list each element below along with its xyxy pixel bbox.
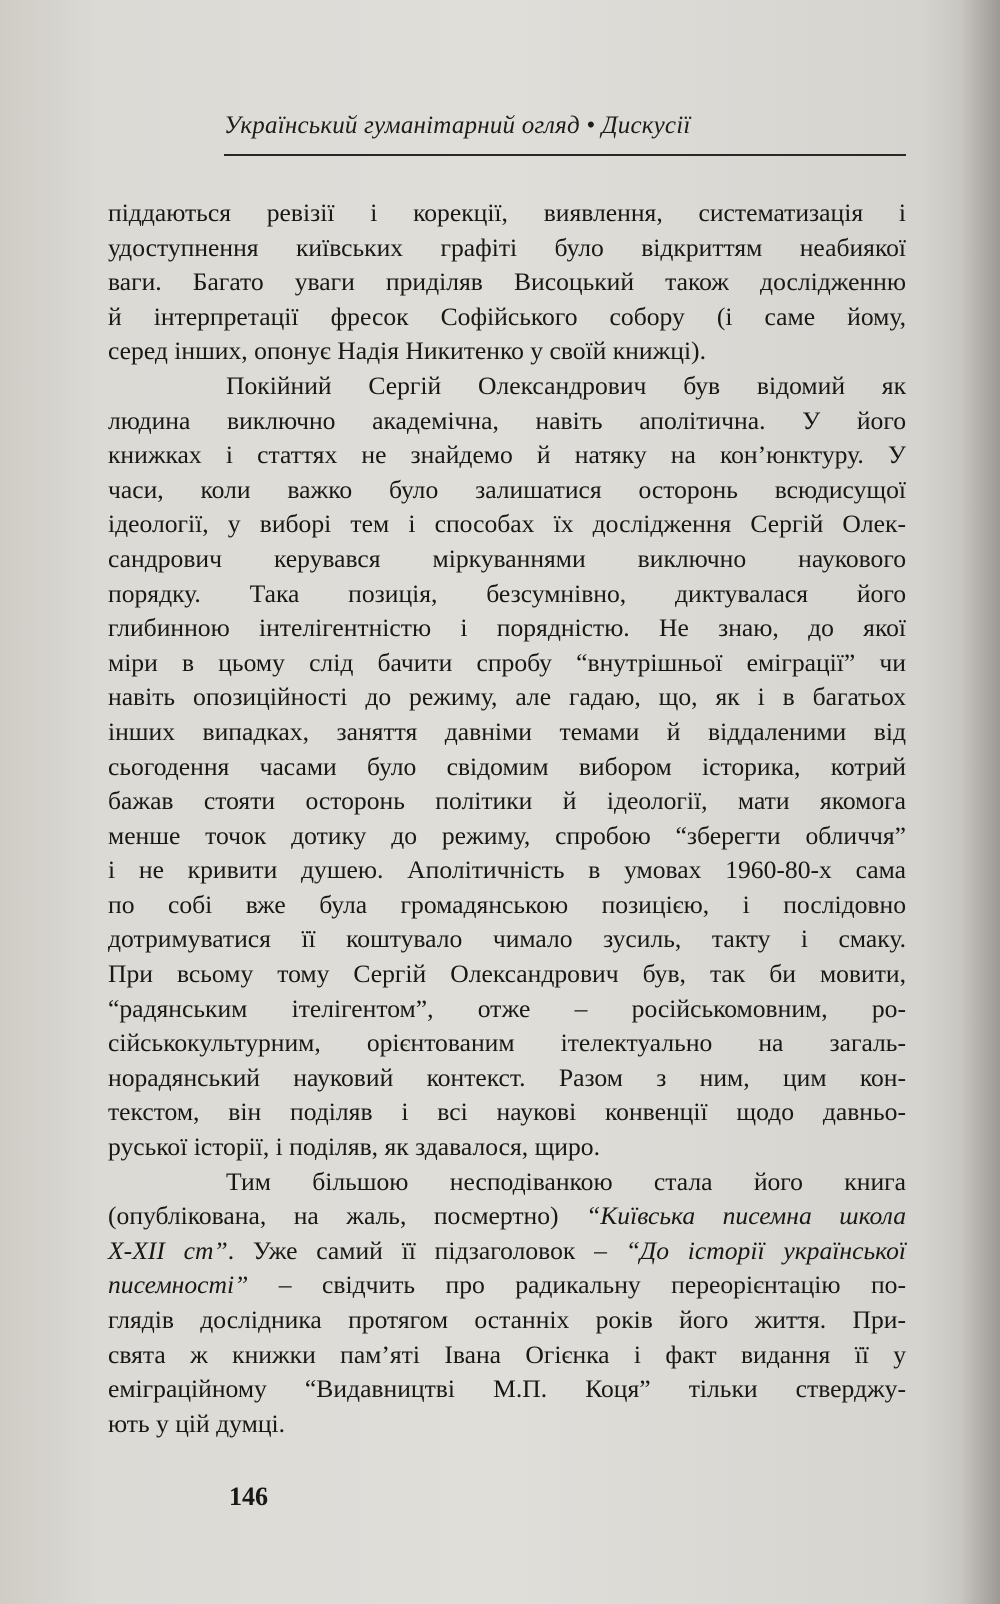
text-line: ваги. Багато уваги приділяв Висоцький також дослідженню [108, 267, 906, 297]
page-number: 146 [229, 1482, 268, 1511]
text-line: сьогодення часами було свідомим вибором історика, котрий [108, 751, 906, 781]
text-line: текстом, він поділяв і всі наукові конвенції щодо давньо- [108, 1097, 906, 1127]
book-title-italic: Х-ХІІ ст” [108, 1235, 228, 1265]
text-line: міри в цьому слід бачити спробу “внутрішньої еміграції” чи [108, 647, 906, 677]
text-line: глибинною інтелігентністю і порядністю. Не знаю, до якої [108, 613, 906, 643]
text-line: сандрович керувався міркуваннями виключно наукового [108, 543, 906, 573]
subtitle-italic: “До історії української [625, 1235, 906, 1265]
text-line: руської історії, і поділяв, як здавалося, щиро. [108, 1132, 600, 1162]
text-line: серед інших, опонує Надія Никитенко у своїй книжці). [108, 336, 706, 366]
text-line: бажав стояти осторонь політики й ідеології, мати якомога [108, 786, 906, 816]
text-line: удоступнення київських графіті було відкриттям неабиякої [108, 232, 906, 262]
running-header: Український гуманітарний огляд • Дискусії [224, 112, 691, 139]
text-line: часи, коли важко було залишатися осторонь всюдисущої [108, 474, 906, 504]
text-line: Тим більшою несподіванкою стала його книга [226, 1166, 906, 1196]
header-rule [224, 154, 906, 156]
text-line: і не кривити душею. Аполітичність в умовах 1960-80-х сама [108, 855, 906, 885]
text-line: інших випадках, заняття давніми темами й віддаленими від [108, 716, 906, 746]
text-line: навіть опозиційності до режиму, але гадаю, що, як і в багатьох [108, 682, 906, 712]
text-line: й інтерпретації фресок Софійського собору (і саме йому, [108, 301, 906, 331]
text-line: еміграційному “Видавництві М.П. Коця” тільки стверджу- [108, 1374, 906, 1404]
text-line: свята ж книжки пам’яті Івана Огієнка і факт видання її у [108, 1339, 906, 1369]
text-line: менше точок дотику до режиму, спробою “зберегти обличчя” [108, 820, 906, 850]
page-edge-shadow [960, 0, 1000, 1604]
text-line: книжках і статтях не знайдемо й натяку на кон’юнктуру. У [108, 440, 906, 470]
text-line: ідеології, у виборі тем і способах їх дослідження Сергій Олек- [108, 509, 906, 539]
text-line: ють у цій думці. [108, 1408, 286, 1438]
text-line: (опублікована, на жаль, посмертно) “Київська писемна школа [108, 1201, 906, 1231]
text-line: “радянським ітелігентом”, отже – російськомовним, ро- [108, 993, 906, 1023]
text-line: людина виключно академічна, навіть аполітична. У його [108, 405, 906, 435]
subtitle-italic: писемності” [108, 1270, 249, 1300]
text-line: При всьому тому Сергій Олександрович був, так би мовити, [108, 959, 906, 989]
text-line: глядів дослідника протягом останніх років його життя. При- [108, 1305, 906, 1334]
text-line: писемності” – свідчить про радикальну переорієнтацію по- [108, 1270, 906, 1300]
text-line: піддаються ревізії і корекції, виявлення, систематизація і [108, 198, 906, 227]
text-line: сійськокультурним, орієнтованим ітелектуально на загаль- [108, 1028, 906, 1058]
text-line: порядку. Така позиція, безсумнівно, диктувалася його [108, 578, 906, 608]
text-line: по собі вже була громадянською позицією, і послідовно [108, 889, 906, 919]
text-line: Покійний Сергій Олександрович був відомий як [226, 370, 906, 400]
text-line: дотримуватися її коштувало чимало зусиль, такту і смаку. [108, 924, 906, 954]
book-title-italic: “Київська писемна школа [586, 1201, 906, 1231]
body-text [108, 196, 906, 1441]
text-line: норадянський науковий контекст. Разом з ним, цим кон- [108, 1062, 906, 1092]
text-line: Х-ХІІ ст”. Уже самий її підзаголовок – “До історії української [108, 1235, 906, 1265]
